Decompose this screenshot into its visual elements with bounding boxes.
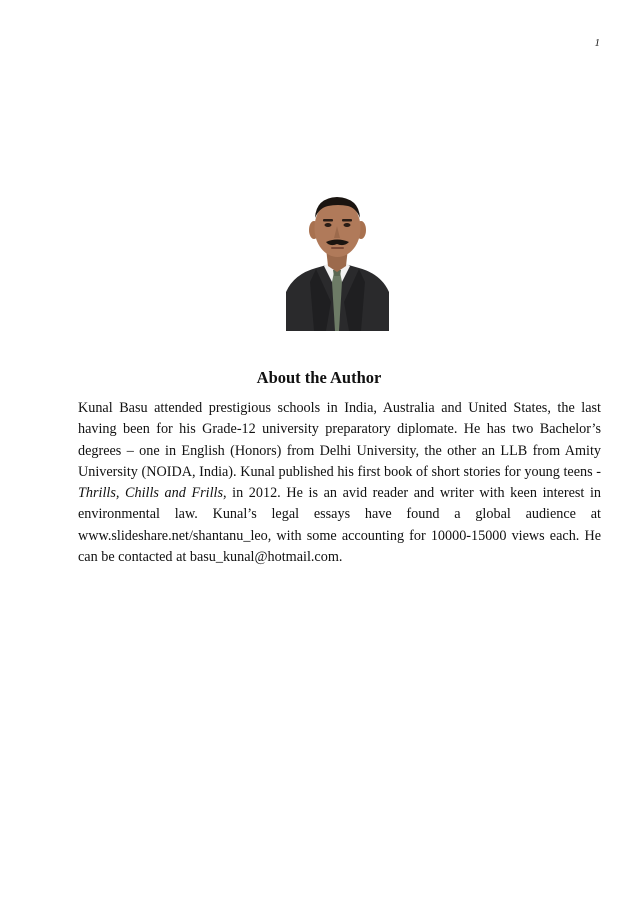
author-photo xyxy=(286,192,389,331)
book-title: Thrills, Chills and Frills xyxy=(78,485,223,502)
author-portrait-icon xyxy=(286,192,389,331)
section-heading: About the Author xyxy=(256,368,382,387)
author-bio xyxy=(78,398,601,568)
page-number: 1 xyxy=(594,37,600,49)
bio-text-part1: Kunal Basu attended prestigious schools in India, Australia and United States, the last having been for his Grade-12 university preparatory diplomate. He has two Bachelor’s degrees – one in English (Honors) from Delhi University, the other an LLB from Amity University (NOIDA, India). Kunal published his first book of short stories for young teens - xyxy=(78,400,601,480)
bio-text-part2: , in 2012. He is an avid reader and writer with keen interest in environmental law. Kunal’s legal essays have found a global audience at www.slideshare.net/shantanu_leo, with some accounting for 10000-15000 views each. He can be contacted at basu_kunal@hotmail.com. xyxy=(78,485,601,566)
